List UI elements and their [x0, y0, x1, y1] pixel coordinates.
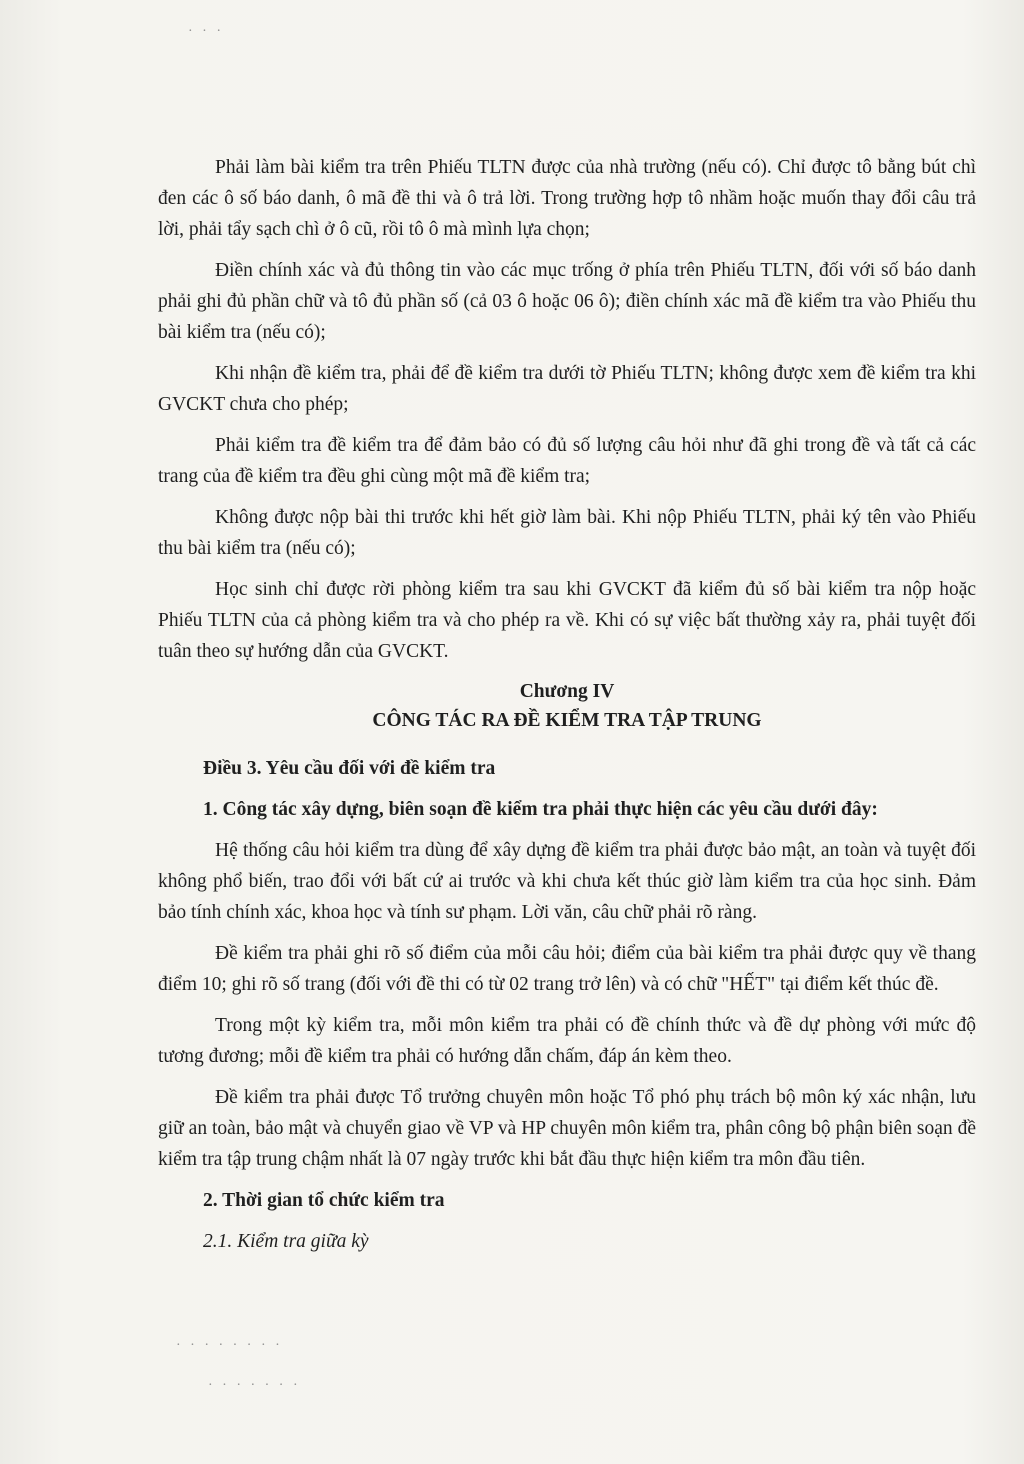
paragraph: Phải kiểm tra đề kiểm tra để đảm bảo có đủ số lượng câu hỏi như đã ghi trong đề và tất cả các trang của đề kiểm tra đều ghi cùng một mã đề kiểm tra;	[158, 435, 976, 487]
paragraph: Không được nộp bài thi trước khi hết giờ làm bài. Khi nộp Phiếu TLTN, phải ký tên vào Phiếu thu bài kiểm tra (nếu có);	[158, 507, 976, 559]
paragraph: Khi nhận đề kiểm tra, phải để đề kiểm tra dưới tờ Phiếu TLTN; không được xem đề kiểm tra khi GVCKT chưa cho phép;	[158, 363, 976, 415]
scan-noise-top: · · ·	[188, 24, 224, 39]
chapter-label: Chương IV	[519, 681, 615, 702]
paragraph: Đề kiểm tra phải được Tổ trưởng chuyên môn hoặc Tổ phó phụ trách bộ môn ký xác nhận, lưu giữ an toàn, bảo mật và chuyển giao về VP và HP chuyên môn kiểm tra, phân công bộ phận biên soạn đề kiểm tra tập trung chậm nhất là 07 ngày trước khi bắt đầu thực hiện kiểm tra môn đầu tiên.	[158, 1087, 976, 1170]
section-heading-1: 1. Công tác xây dựng, biên soạn đề kiểm tra phải thực hiện các yêu cầu dưới đây:	[203, 799, 878, 820]
section-heading-2: 2. Thời gian tổ chức kiểm tra	[203, 1190, 445, 1211]
paragraph: Phải làm bài kiểm tra trên Phiếu TLTN được của nhà trường (nếu có). Chỉ được tô bằng bút chì đen các ô số báo danh, ô mã đề thi và ô trả lời. Trong trường hợp tô nhầm hoặc muốn thay đổi câu trả lời, phải tẩy sạch chì ở ô cũ, rồi tô ô mà mình lựa chọn;	[158, 157, 976, 240]
chapter-title: CÔNG TÁC RA ĐỀ KIỂM TRA TẬP TRUNG	[372, 710, 762, 731]
document-body	[158, 152, 976, 1257]
paragraph: Điền chính xác và đủ thông tin vào các mục trống ở phía trên Phiếu TLTN, đối với số báo danh phải ghi đủ phần chữ và tô đủ phần số (cả 03 ô hoặc 06 ô); điền chính xác mã đề kiểm tra vào Phiếu thu bài kiểm tra (nếu có);	[158, 260, 976, 343]
scan-noise-bottom-2: · · · · · · ·	[208, 1378, 301, 1393]
paragraph: Đề kiểm tra phải ghi rõ số điểm của mỗi câu hỏi; điểm của bài kiểm tra phải được quy về thang điểm 10; ghi rõ số trang (đối với đề thi có từ 02 trang trở lên) và có chữ "HẾT" tại điểm kết thúc đề.	[158, 943, 976, 995]
paragraph: Học sinh chỉ được rời phòng kiểm tra sau khi GVCKT đã kiểm đủ số bài kiểm tra nộp hoặc Phiếu TLTN của cả phòng kiểm tra và cho phép ra về. Khi có sự việc bất thường xảy ra, phải tuyệt đối tuân theo sự hướng dẫn của GVCKT.	[158, 579, 976, 662]
scan-noise-bottom: · · · · · · · ·	[176, 1338, 283, 1353]
article-heading: Điều 3. Yêu cầu đối với đề kiểm tra	[203, 758, 496, 779]
paragraph: Hệ thống câu hỏi kiểm tra dùng để xây dựng đề kiểm tra phải được bảo mật, an toàn và tuyệt đối không phổ biến, trao đổi với bất cứ ai trước và khi chưa kết thúc giờ làm kiểm tra của học sinh. Đảm bảo tính chính xác, khoa học và tính sư phạm. Lời văn, câu chữ phải rõ ràng.	[158, 840, 976, 923]
subsection-heading: 2.1. Kiểm tra giữa kỳ	[203, 1231, 369, 1252]
paragraph: Trong một kỳ kiểm tra, mỗi môn kiểm tra phải có đề chính thức và đề dự phòng với mức độ tương đương; mỗi đề kiểm tra phải có hướng dẫn chấm, đáp án kèm theo.	[158, 1015, 976, 1067]
